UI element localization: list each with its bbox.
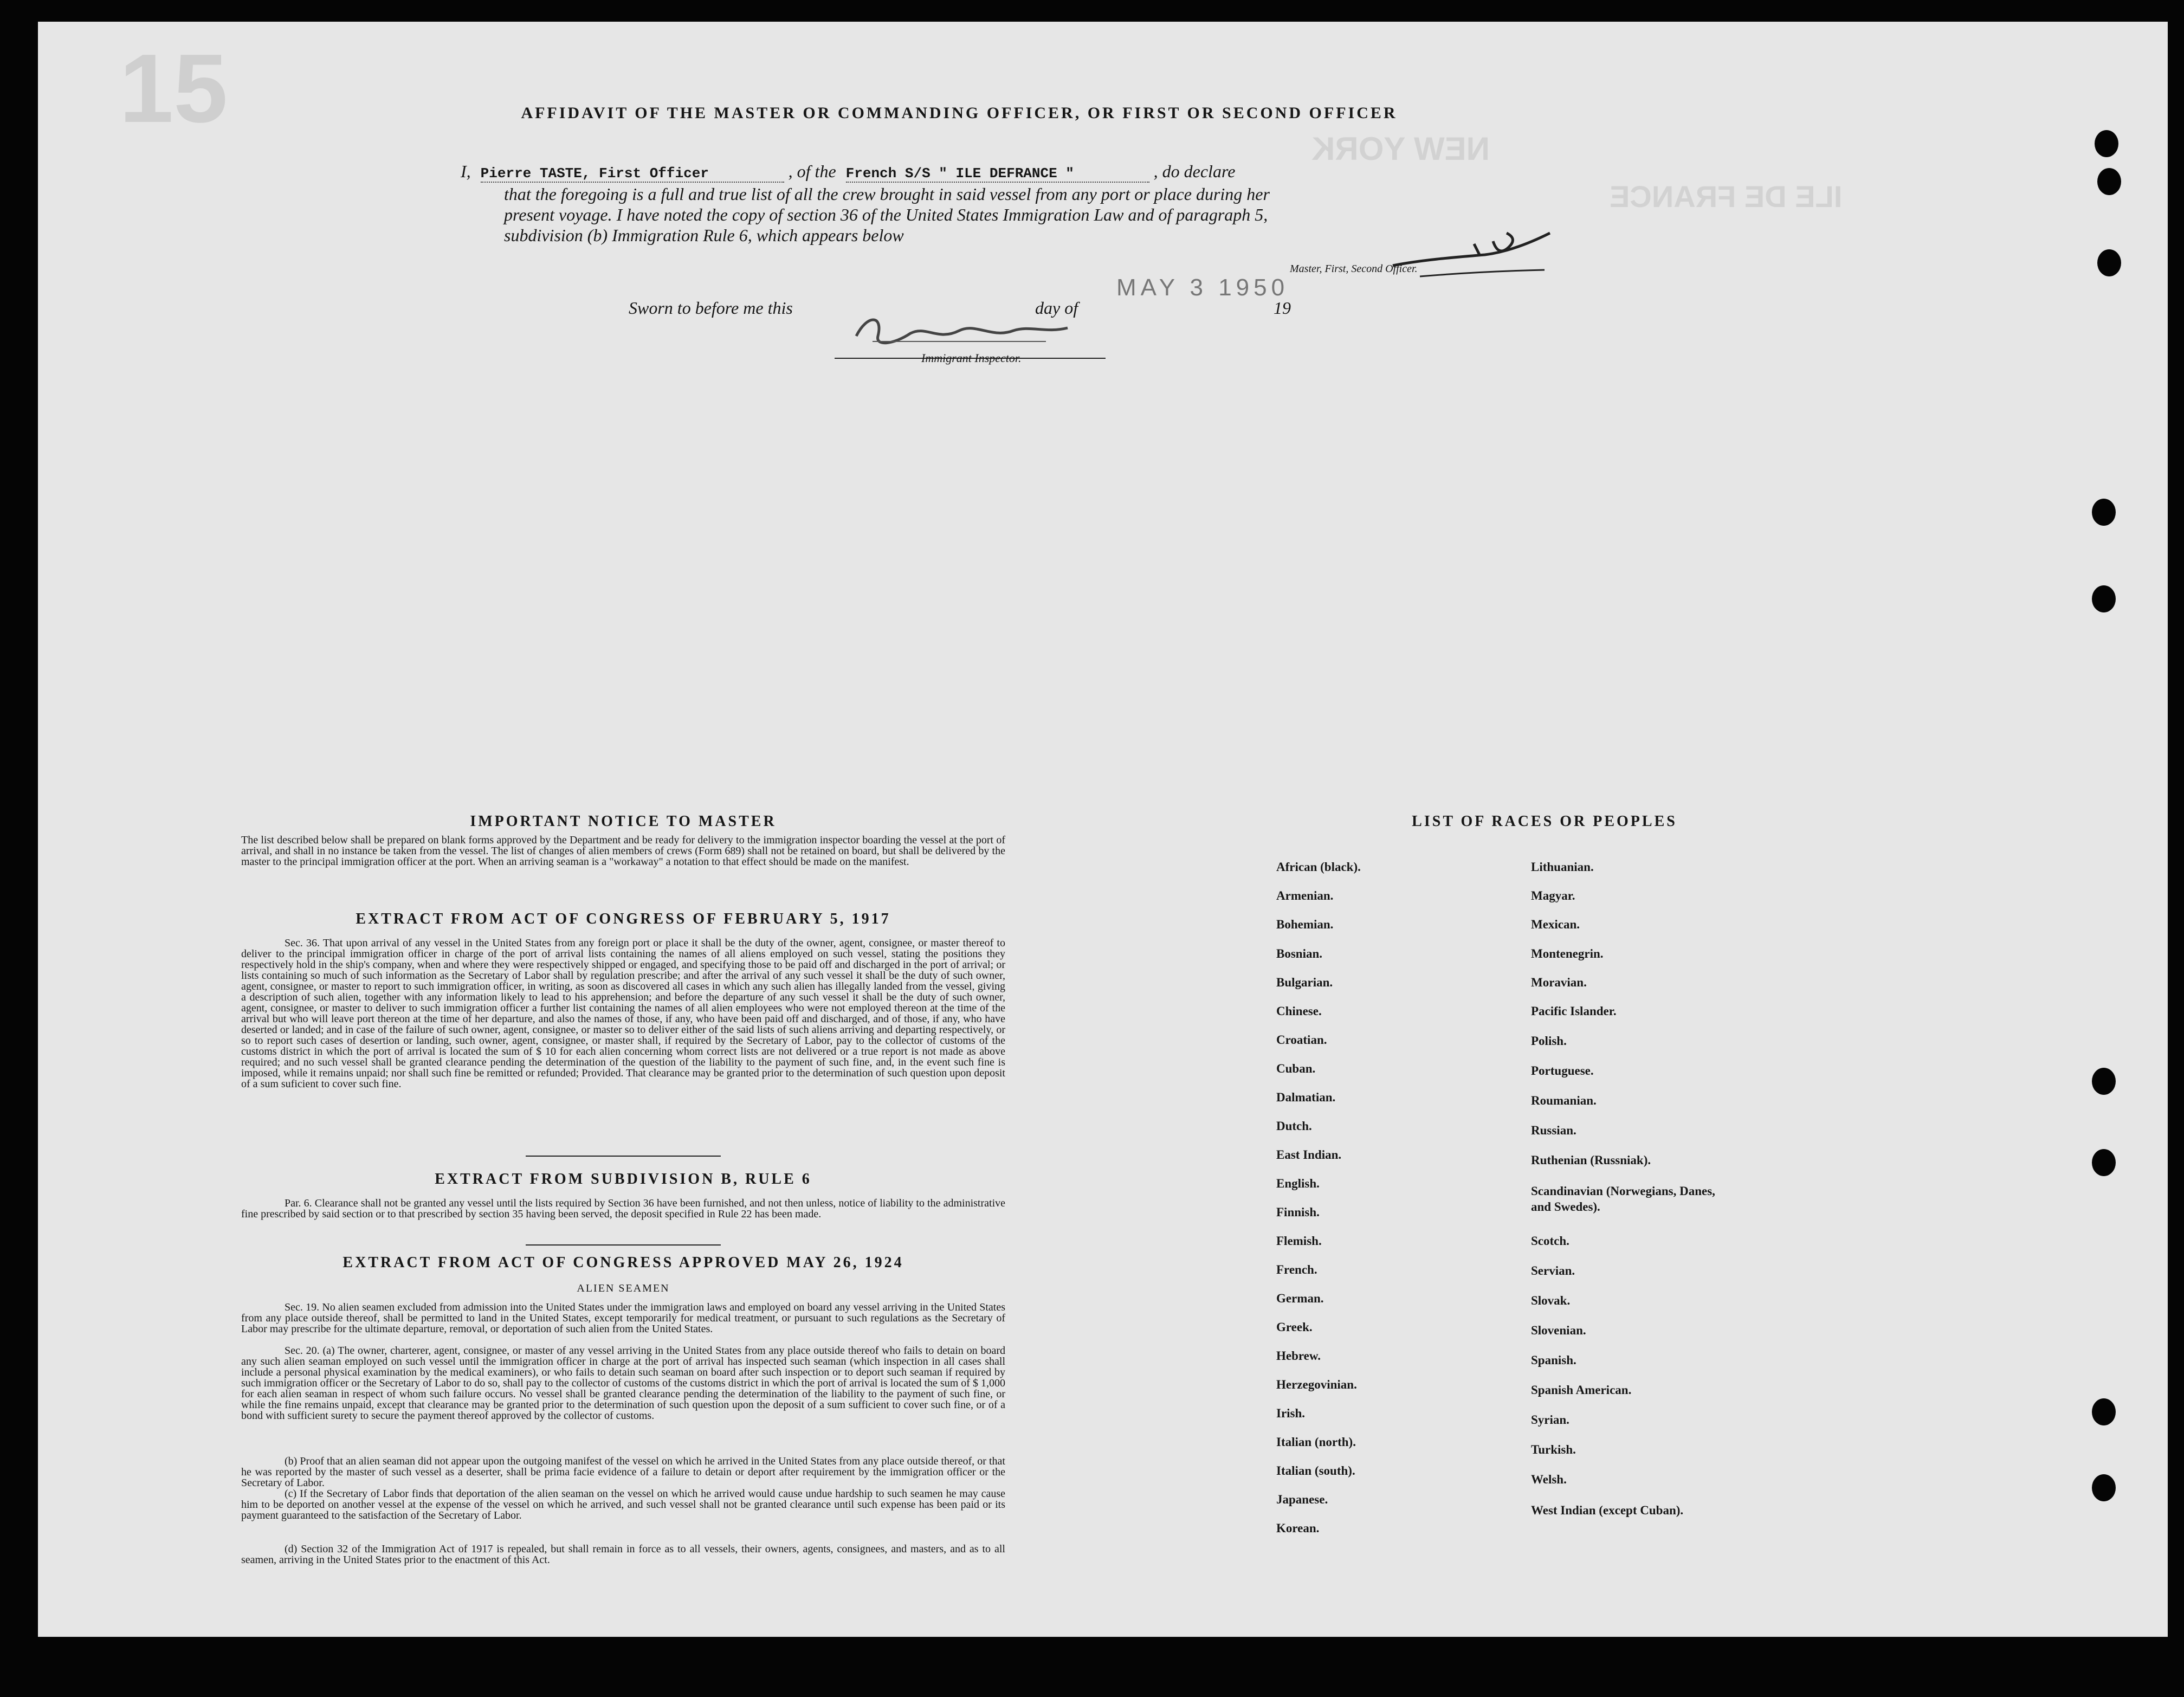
race-right: Turkish. xyxy=(1531,1443,1576,1456)
race-left: Italian (south). xyxy=(1276,1464,1355,1477)
race-right: Polish. xyxy=(1531,1034,1567,1048)
race-left: Herzegovinian. xyxy=(1276,1378,1357,1391)
punch-hole xyxy=(2092,1149,2116,1176)
race-left: Chinese. xyxy=(1276,1004,1322,1018)
race-right: Scandinavian (Norwegians, Danes, and Swedes). xyxy=(1531,1184,1715,1214)
race-left: Cuban. xyxy=(1276,1062,1316,1075)
race-left: Bosnian. xyxy=(1276,947,1323,960)
notice-body: The list described below shall be prepared on blank forms approved by the Department and be ready for delivery to the immigration inspector boarding the vessel at the port of arrival, and shall in no instance be taken from the vessel. The list of changes of alien members of crews (Form 689) shall not be retained on board, but shall be delivered by the master to the principal immigration officer at the port. When an arriving seaman is a "workaway" a notation to that effect should be made on the manifest. xyxy=(241,834,1005,868)
race-right: Spanish American. xyxy=(1531,1383,1632,1397)
race-left: African (black). xyxy=(1276,860,1361,874)
race-right: Ruthenian (Russniak). xyxy=(1531,1153,1651,1167)
bleed-through-ship: ILE DE FRANCE xyxy=(1610,179,1843,214)
punch-hole xyxy=(2092,1068,2116,1095)
punch-hole xyxy=(2097,168,2121,195)
bleed-through-number: 15 xyxy=(119,34,228,143)
vessel-name: French S/S " ILE DEFRANCE " xyxy=(846,165,1149,183)
punch-hole xyxy=(2097,249,2121,276)
race-left: Dutch. xyxy=(1276,1119,1312,1133)
extract-1924-sec20b: (b) Proof that an alien seaman did not appear upon the outgoing manifest of the vessel on which he arrived in the United States from any place outside thereof, or that he was reported by the master of such vessel as a deserter, shall be prima facie evidence of a failure to detain or deport after requirement by the immigration officer or the Secretary of Labor. xyxy=(241,1455,1005,1489)
race-right: Scotch. xyxy=(1531,1234,1569,1248)
race-right: Slovak. xyxy=(1531,1294,1571,1307)
extract-1924-sec20d: (d) Section 32 of the Immigration Act of 1917 is repealed, but shall remain in force as to all vessels, their owners, agents, consignees, and masters, and as to all seamen, arriving in the United States prior to the enactment of this Act. xyxy=(241,1543,1005,1566)
year-prefix: 19 xyxy=(1274,298,1291,318)
race-right: Servian. xyxy=(1531,1264,1575,1277)
sworn-label: Sworn to before me this xyxy=(629,298,793,318)
race-left: Armenian. xyxy=(1276,889,1334,902)
race-right: Mexican. xyxy=(1531,918,1580,931)
affidavit-of-the: , of the xyxy=(788,162,836,181)
extract-1917-title: EXTRACT FROM ACT OF CONGRESS OF FEBRUARY 5, 1917 xyxy=(356,911,891,927)
race-left: Finnish. xyxy=(1276,1205,1320,1219)
punch-hole xyxy=(2095,130,2118,157)
race-right: Syrian. xyxy=(1531,1413,1569,1427)
affidavit-do-declare: , do declare xyxy=(1153,162,1236,181)
race-left: Croatian. xyxy=(1276,1033,1327,1047)
extract-rule6-rule xyxy=(526,1244,721,1246)
officer-signature xyxy=(1387,228,1566,287)
race-right: Moravian. xyxy=(1531,976,1587,989)
races-title: LIST OF RACES OR PEOPLES xyxy=(1412,813,1677,830)
affidavit-line-2: that the foregoing is a full and true list of all the crew brought in said vessel from any port or place during her xyxy=(504,184,1270,204)
race-left: Bohemian. xyxy=(1276,918,1334,931)
punch-hole xyxy=(2092,585,2116,612)
race-right: Roumanian. xyxy=(1531,1094,1597,1107)
punch-hole xyxy=(2092,1474,2116,1501)
affidavit-i: I, xyxy=(461,162,471,181)
extract-rule6-body: Par. 6. Clearance shall not be granted any vessel until the lists required by Section 36 have been furnished, and not then unless, notice of liability to the administrative fine prescribed by said section or to that prescribed by section 35 having been served, the deposit specified in Rule 22 has been made. xyxy=(241,1197,1005,1220)
punch-hole xyxy=(2092,499,2116,526)
race-left: Hebrew. xyxy=(1276,1349,1321,1363)
race-left: Dalmatian. xyxy=(1276,1091,1336,1104)
race-right: Lithuanian. xyxy=(1531,860,1594,874)
race-right: Russian. xyxy=(1531,1124,1576,1137)
inspector-label: Immigrant Inspector. xyxy=(921,351,1022,365)
bleed-through-city: NEW YORK xyxy=(1311,131,1490,167)
race-left: Japanese. xyxy=(1276,1493,1328,1506)
race-left: English. xyxy=(1276,1177,1320,1190)
race-right: Montenegrin. xyxy=(1531,947,1604,960)
extract-1924-subtitle: ALIEN SEAMEN xyxy=(577,1282,670,1294)
race-left: Italian (north). xyxy=(1276,1435,1356,1449)
race-right: Pacific Islander. xyxy=(1531,1004,1617,1018)
extract-1917-body: Sec. 36. That upon arrival of any vessel in the United States from any foreign port or place it shall be the duty of the owner, agent, consignee, or master thereof to deliver to the principal immigration officer in charge of the port of arrival lists containing the names of all aliens employed on such vessel, stating the positions they respectively hold in the ship's company, when and where they were respectively shipped or engaged, and specifying those to be paid off and discharged in the port of arrival; or lists containing so much of such information as the Secretary of Labor shall by regulation prescribe; and after the arrival of any such vessel it shall be the duty of such owner, agent, consignee, or master to report to such immigration officer, in writing, as soon as discovered all cases in which any such alien has illegally landed from the vessel, giving a description of such alien, together with any information likely to lead to his apprehension; and before the departure of any such vessel it shall be the duty of such owner, agent, consignee, or master to deliver to such immigration officer a further list containing the names of all alien employees who were not employed thereon at the time of the arrival but who will leave port thereon at the time of her departure, and also the names of those, if any, who have been paid off and discharged, and of those, if any, who have deserted or landed; and in case of the failure of such owner, agent, consignee, or master so to deliver either of the said lists of such aliens arriving and departing respectively, or so to report such cases of desertion or landing, such owner, agent, consignee, or master shall, if required by the Secretary of Labor, pay to the collector of customs of the customs district in which the port of arrival is located the sum of $ 10 for each alien concerning whom correct lists are not delivered or a true report is not made as above required; and no such vessel shall be granted clearance pending the determination of the question of the liability to the payment of such fine, and, in the event such fine is imposed, while it remains unpaid; nor shall such fine be remitted or refunded; Provided. That clearance may be granted prior to the determination of such question upon deposit of a sum suficient to cover such fine. xyxy=(241,937,1005,1090)
race-right: West Indian (except Cuban). xyxy=(1531,1504,1684,1517)
extract-1924-sec20c: (c) If the Secretary of Labor finds that deportation of the alien seaman on the vessel on which he arrived would cause undue hardship to such seamen he may cause him to be deported on another vessel at the expense of the vessel on which he arrived, and such vessel shall not be granted clearance until such expense has been paid or its payment guaranteed to the satisfaction of the Secretary of Labor. xyxy=(241,1488,1005,1521)
race-right: Portuguese. xyxy=(1531,1064,1594,1077)
punch-hole xyxy=(2092,1398,2116,1425)
notice-title: IMPORTANT NOTICE TO MASTER xyxy=(470,813,777,830)
sworn-line xyxy=(629,298,793,318)
day-of-label: day of xyxy=(1035,298,1078,318)
affidavit-line-4: subdivision (b) Immigration Rule 6, which appears below xyxy=(504,225,904,245)
officer-label: Master, First, Second Officer. xyxy=(1290,263,1418,275)
race-right: Spanish. xyxy=(1531,1353,1576,1367)
extract-rule6-title: EXTRACT FROM SUBDIVISION B, RULE 6 xyxy=(435,1171,812,1188)
officer-name: Pierre TASTE, First Officer xyxy=(481,165,784,183)
race-left: Flemish. xyxy=(1276,1234,1322,1248)
race-left: Irish. xyxy=(1276,1406,1306,1420)
race-left: East Indian. xyxy=(1276,1148,1342,1162)
race-left: Greek. xyxy=(1276,1320,1313,1334)
date-stamp: MAY 3 1950 xyxy=(1116,274,1289,301)
affidavit-title: AFFIDAVIT OF THE MASTER OR COMMANDING OFFICER, OR FIRST OR SECOND OFFICER xyxy=(521,104,1398,122)
race-right: Welsh. xyxy=(1531,1473,1567,1486)
affidavit-line-3: present voyage. I have noted the copy of section 36 of the United States Immigration Law and of paragraph 5, xyxy=(504,205,1268,224)
race-right: Magyar. xyxy=(1531,889,1575,902)
affidavit-line-1 xyxy=(461,162,1550,183)
extract-1924-title: EXTRACT FROM ACT OF CONGRESS APPROVED MAY 26, 1924 xyxy=(343,1254,904,1271)
race-left: Korean. xyxy=(1276,1521,1320,1535)
race-left: Bulgarian. xyxy=(1276,976,1333,989)
document-page xyxy=(38,22,2168,1637)
race-left: French. xyxy=(1276,1263,1317,1276)
extract-1924-sec19: Sec. 19. No alien seamen excluded from admission into the United States under the immigration laws and employed on board any vessel arriving in the United States from any place outside thereof, shall be permitted to land in the United States, except temporarily for medical treatment, or pursuant to such regulations as the Secretary of Labor may prescribe for the ultimate departure, removal, or deportation of such alien from the United States. xyxy=(241,1301,1005,1335)
extract-1924-sec20a: Sec. 20. (a) The owner, charterer, agent, consignee, or master of any vessel arriving in the United States from any place outside thereof who fails to detain on board any such alien seaman employed on such vessel until the immigration officer in charge at the port of arrival has inspected such seaman (which inspection in all cases shall include a personal physical examination by the medical examiners), or who fails to detain such seaman on board after such inspection or to deport such seaman if required by such immigration officer or the Secretary of Labor to do so, shall pay to the collector of customs of the customs district in which the port of arrival is located the sum of $ 1,000 for each alien seaman in respect of whom such failure occurs. No vessel shall be granted clearance pending the determination of the liability to the payment of such fine, or while the fine remains unpaid, except that clearance may be granted prior to the determination of such question upon the deposit of a sum sufficient to cover such fine, or of a bond with sufficient surety to secure the payment thereof approved by the collector of customs. xyxy=(241,1345,1005,1422)
race-left: German. xyxy=(1276,1292,1324,1305)
race-right: Slovenian. xyxy=(1531,1324,1586,1337)
extract-1917-rule xyxy=(526,1156,721,1157)
